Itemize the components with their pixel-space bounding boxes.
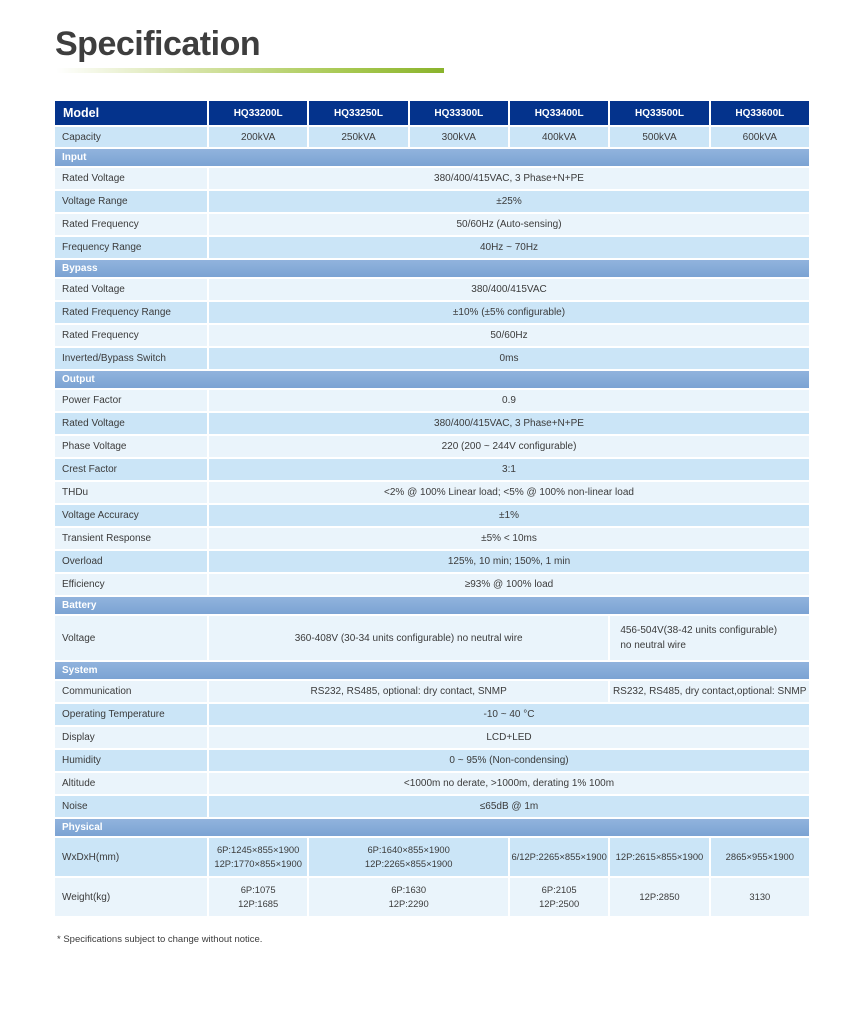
- row-label: Rated Voltage: [55, 168, 207, 189]
- spec-row: [55, 750, 809, 771]
- spec-row-dimensions: [55, 838, 809, 876]
- row-label: Rated Frequency: [55, 325, 207, 346]
- model-name: HQ33400L: [510, 101, 608, 125]
- row-label: Phase Voltage: [55, 436, 207, 457]
- spec-row: [55, 551, 809, 572]
- section-title: Bypass: [55, 260, 809, 277]
- weight-value: [711, 878, 809, 916]
- row-label: Communication: [55, 681, 207, 702]
- value-line: 6P:1630: [391, 883, 427, 895]
- value-line: no neutral wire: [620, 640, 686, 652]
- dimension-value: [309, 838, 508, 876]
- section-header-row-system: [55, 662, 809, 679]
- dimension-value: [610, 838, 708, 876]
- section-header-row-output: [55, 371, 809, 388]
- spec-row-communication: [55, 681, 809, 702]
- row-value: RS232, RS485, optional: dry contact, SNMP: [209, 681, 608, 702]
- spec-row: [55, 727, 809, 748]
- row-value: LCD+LED: [209, 727, 809, 748]
- dimension-value: [209, 838, 307, 876]
- row-label: Voltage Accuracy: [55, 505, 207, 526]
- row-value: 125%, 10 min; 150%, 1 min: [209, 551, 809, 572]
- value-line: 2865×955×1900: [725, 851, 794, 863]
- spec-row: [55, 459, 809, 480]
- value-line: 12P:2850: [639, 891, 680, 903]
- row-value: <2% @ 100% Linear load; <5% @ 100% non-linear load: [209, 482, 809, 503]
- row-value: -10 ~ 40 °C: [209, 704, 809, 725]
- row-label: Transient Response: [55, 528, 207, 549]
- page-title: Specification: [55, 25, 261, 63]
- spec-row: [55, 325, 809, 346]
- model-header-label: Model: [55, 101, 207, 125]
- row-label: Capacity: [55, 127, 207, 147]
- value-line: 12P:2265×855×1900: [364, 858, 453, 870]
- title-underline-accent: [56, 68, 444, 73]
- value-line: 12P:1770×855×1900: [214, 858, 302, 870]
- row-label: Frequency Range: [55, 237, 207, 258]
- spec-row: [55, 413, 809, 434]
- row-label: Overload: [55, 551, 207, 572]
- section-title: System: [55, 662, 809, 679]
- value-line: 6P:1640×855×1900: [367, 843, 450, 855]
- row-value: <1000m no derate, >1000m, derating 1% 100m: [209, 773, 809, 794]
- section-title: Physical: [55, 819, 809, 836]
- section-title: Input: [55, 149, 809, 166]
- spec-row: [55, 482, 809, 503]
- spec-row: [55, 214, 809, 235]
- spec-row: [55, 168, 809, 189]
- value-line: 12P:2500: [539, 898, 580, 910]
- spec-row: [55, 704, 809, 725]
- specification-table: [53, 99, 811, 918]
- row-label: THDu: [55, 482, 207, 503]
- section-title: Output: [55, 371, 809, 388]
- row-label: Efficiency: [55, 574, 207, 595]
- row-label: Display: [55, 727, 207, 748]
- value-line: 12P:2615×855×1900: [615, 851, 704, 863]
- value-line: 12P:1685: [238, 898, 279, 910]
- model-name: HQ33300L: [410, 101, 508, 125]
- row-label: Rated Voltage: [55, 279, 207, 300]
- model-name: HQ33500L: [610, 101, 708, 125]
- section-header-row-battery: [55, 597, 809, 614]
- value-line: 6P:1075: [240, 883, 276, 895]
- capacity-value: 300kVA: [410, 127, 508, 147]
- spec-row: [55, 773, 809, 794]
- weight-value: [510, 878, 608, 916]
- model-header-row: [55, 101, 809, 125]
- value-line: 6P:1245×855×1900: [216, 843, 300, 855]
- row-value: ±25%: [209, 191, 809, 212]
- row-value: 220 (200 ~ 244V configurable): [209, 436, 809, 457]
- value-line: 3130: [749, 891, 771, 903]
- row-value: ≤65dB @ 1m: [209, 796, 809, 817]
- row-value: RS232, RS485, dry contact,optional: SNMP: [610, 681, 809, 702]
- spec-row: [55, 390, 809, 411]
- spec-row: [55, 237, 809, 258]
- spec-row: [55, 796, 809, 817]
- row-value: 3:1: [209, 459, 809, 480]
- row-value: 380/400/415VAC, 3 Phase+N+PE: [209, 413, 809, 434]
- row-value: 40Hz ~ 70Hz: [209, 237, 809, 258]
- value-line: 6P:2105: [541, 883, 577, 895]
- spec-row: [55, 279, 809, 300]
- section-header-row-physical: [55, 819, 809, 836]
- weight-value: [209, 878, 307, 916]
- model-name: HQ33600L: [711, 101, 809, 125]
- row-label: Inverted/Bypass Switch: [55, 348, 207, 369]
- value-line: 12P:2290: [388, 898, 429, 910]
- row-value: 360-408V (30-34 units configurable) no neutral wire: [209, 616, 608, 660]
- dimension-value: [711, 838, 809, 876]
- spec-row: [55, 574, 809, 595]
- row-label: Humidity: [55, 750, 207, 771]
- row-value: 50/60Hz: [209, 325, 809, 346]
- row-label: Power Factor: [55, 390, 207, 411]
- row-value: ≥93% @ 100% load: [209, 574, 809, 595]
- row-label: Altitude: [55, 773, 207, 794]
- spec-row: [55, 436, 809, 457]
- capacity-row: [55, 127, 809, 147]
- capacity-value: 600kVA: [711, 127, 809, 147]
- row-value: ±1%: [209, 505, 809, 526]
- capacity-value: 400kVA: [510, 127, 608, 147]
- spec-row-battery-voltage: [55, 616, 809, 660]
- row-value: 380/400/415VAC, 3 Phase+N+PE: [209, 168, 809, 189]
- row-label: Rated Frequency: [55, 214, 207, 235]
- model-name: HQ33200L: [209, 101, 307, 125]
- row-label: WxDxH(mm): [55, 838, 207, 876]
- row-label: Weight(kg): [55, 878, 207, 916]
- spec-row: [55, 528, 809, 549]
- spec-row-weight: [55, 878, 809, 916]
- row-label: Crest Factor: [55, 459, 207, 480]
- weight-value: [309, 878, 508, 916]
- model-name: HQ33250L: [309, 101, 407, 125]
- row-label: Voltage: [55, 616, 207, 660]
- capacity-value: 200kVA: [209, 127, 307, 147]
- row-value: 0 ~ 95% (Non-condensing): [209, 750, 809, 771]
- row-value: 0.9: [209, 390, 809, 411]
- row-label: Noise: [55, 796, 207, 817]
- row-value: ±5% < 10ms: [209, 528, 809, 549]
- row-label: Rated Frequency Range: [55, 302, 207, 323]
- value-line: 6/12P:2265×855×1900: [511, 851, 607, 863]
- spec-row: [55, 348, 809, 369]
- footnote: * Specifications subject to change without notice.: [57, 934, 263, 946]
- row-label: Operating Temperature: [55, 704, 207, 725]
- row-value: ±10% (±5% configurable): [209, 302, 809, 323]
- capacity-value: 500kVA: [610, 127, 708, 147]
- dimension-value: [510, 838, 608, 876]
- section-title: Battery: [55, 597, 809, 614]
- capacity-value: 250kVA: [309, 127, 407, 147]
- spec-row: [55, 302, 809, 323]
- row-value: 50/60Hz (Auto-sensing): [209, 214, 809, 235]
- value-line: 456-504V(38-42 units configurable): [620, 625, 778, 637]
- spec-row: [55, 505, 809, 526]
- spec-row: [55, 191, 809, 212]
- row-label: Rated Voltage: [55, 413, 207, 434]
- section-header-row-input: [55, 149, 809, 166]
- row-value: [610, 616, 809, 660]
- weight-value: [610, 878, 708, 916]
- row-value: 380/400/415VAC: [209, 279, 809, 300]
- section-header-row-bypass: [55, 260, 809, 277]
- row-value: 0ms: [209, 348, 809, 369]
- row-label: Voltage Range: [55, 191, 207, 212]
